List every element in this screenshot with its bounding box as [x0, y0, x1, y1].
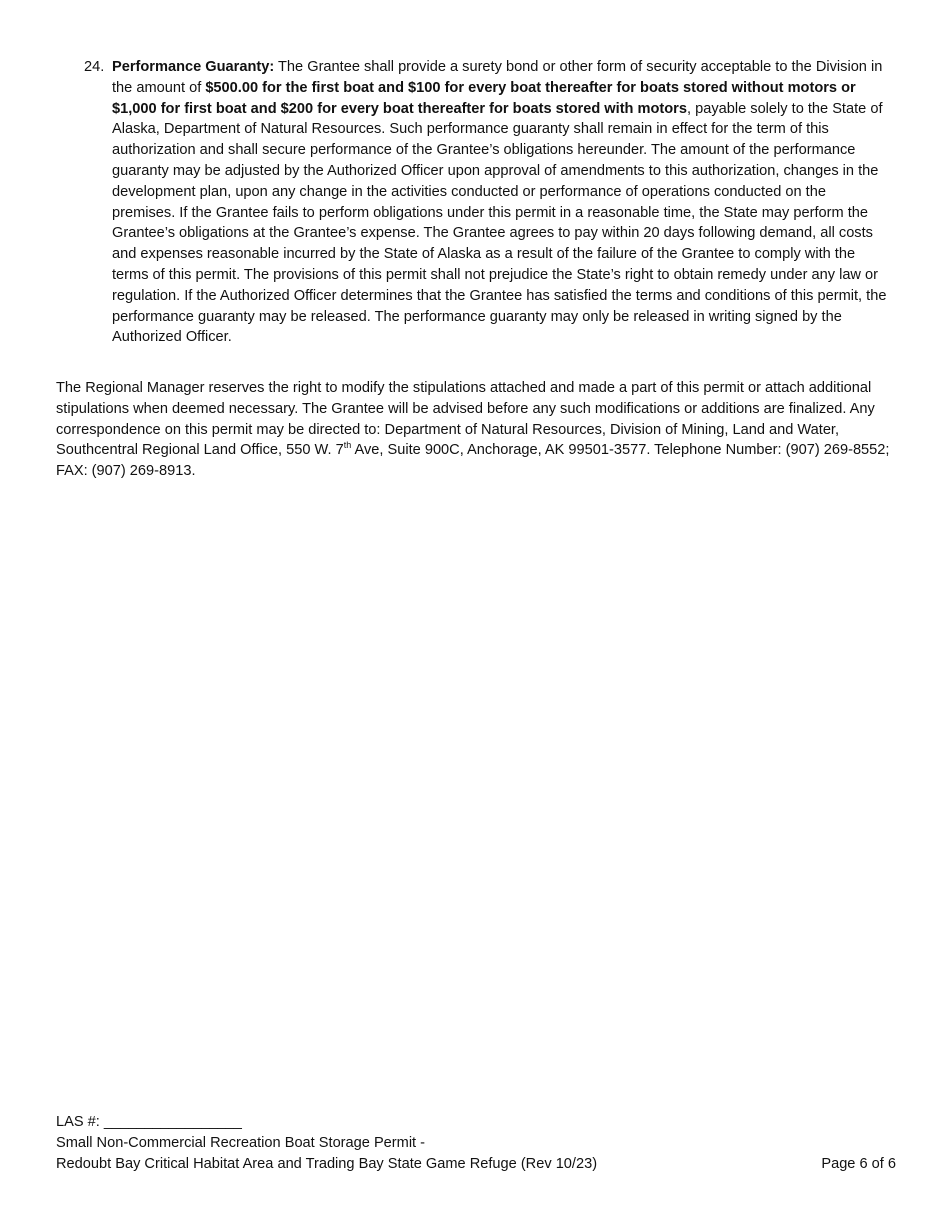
- ordinal-superscript: th: [343, 440, 352, 451]
- closing-text-b: Ave, Suite 900C, Anchorage, AK 99501-3577. Telephone Number: (907) 269-8552; FAX: (907) 269-8913.: [56, 442, 890, 480]
- las-number-field: LAS #: _________________: [56, 1114, 242, 1130]
- performance-guaranty-amount: $500.00 for the first boat and $100 for every boat thereafter for boats stored without motors or $1,000 for first boat and $200 for every boat thereafter for boats stored with motors: [112, 79, 856, 117]
- footer-title-row-2: [56, 1154, 896, 1175]
- footer-title-line-1: Small Non-Commercial Recreation Boat Storage Permit -: [56, 1134, 426, 1151]
- performance-guaranty-text-a: The Grantee shall provide a surety bond or other form of security acceptable to the Division in the amount of: [112, 59, 883, 96]
- performance-guaranty-text-b: , payable solely to the State of Alaska, Department of Natural Resources. Such performance guaranty shall remain in effect for the term of this authorization and shall secure performance of the Grantee’s obligations hereunder. The amount of the performance guaranty may be adjusted by the Authorized Officer upon approval of amendments to this authorization, changes in the development plan, upon any change in the activities conducted or performance of operations conducted on the premises. If the Grantee fails to perform obligations under this permit in a reasonable time, the State may perform the Grantee’s obligations at the Grantee’s expense. The Grantee agrees to pay within 20 days following demand, all costs and expenses reasonable incurred by the State of Alaska as a result of the failure of the Grantee to comply with the terms of this permit. The provisions of this permit shall not prejudice the State’s right to obtain remedy under any law or regulation. If the Authorized Officer determines that the Grantee has satisfied the terms and conditions of this permit, the performance guaranty may be released. The performance guaranty may only be released in writing signed by the Authorized Officer.: [112, 100, 887, 346]
- list-item-body: [112, 57, 892, 348]
- performance-guaranty-heading: Performance Guaranty:: [112, 59, 275, 75]
- footer-las-row: [56, 1112, 896, 1133]
- closing-paragraph: [56, 378, 896, 482]
- list-item-performance-guaranty: [84, 57, 904, 348]
- list-item-number: 24.: [84, 59, 105, 75]
- footer-title-line-2: Redoubt Bay Critical Habitat Area and Trading Bay State Game Refuge (Rev 10/23): [56, 1155, 598, 1172]
- page-number: Page 6 of 6: [821, 1155, 896, 1172]
- page-footer: [56, 1112, 896, 1174]
- closing-text-a: The Regional Manager reserves the right to modify the stipulations attached and made a part of this permit or attach additional stipulations when deemed necessary. The Grantee will be advised before any such modifications or additions are finalized. Any correspondence on this permit may be directed to: Department of Natural Resources, Division of Mining, Land and Water, Southcentral Regional Land Office, 550 W. 7: [56, 380, 875, 459]
- footer-title-row-1: [56, 1133, 896, 1154]
